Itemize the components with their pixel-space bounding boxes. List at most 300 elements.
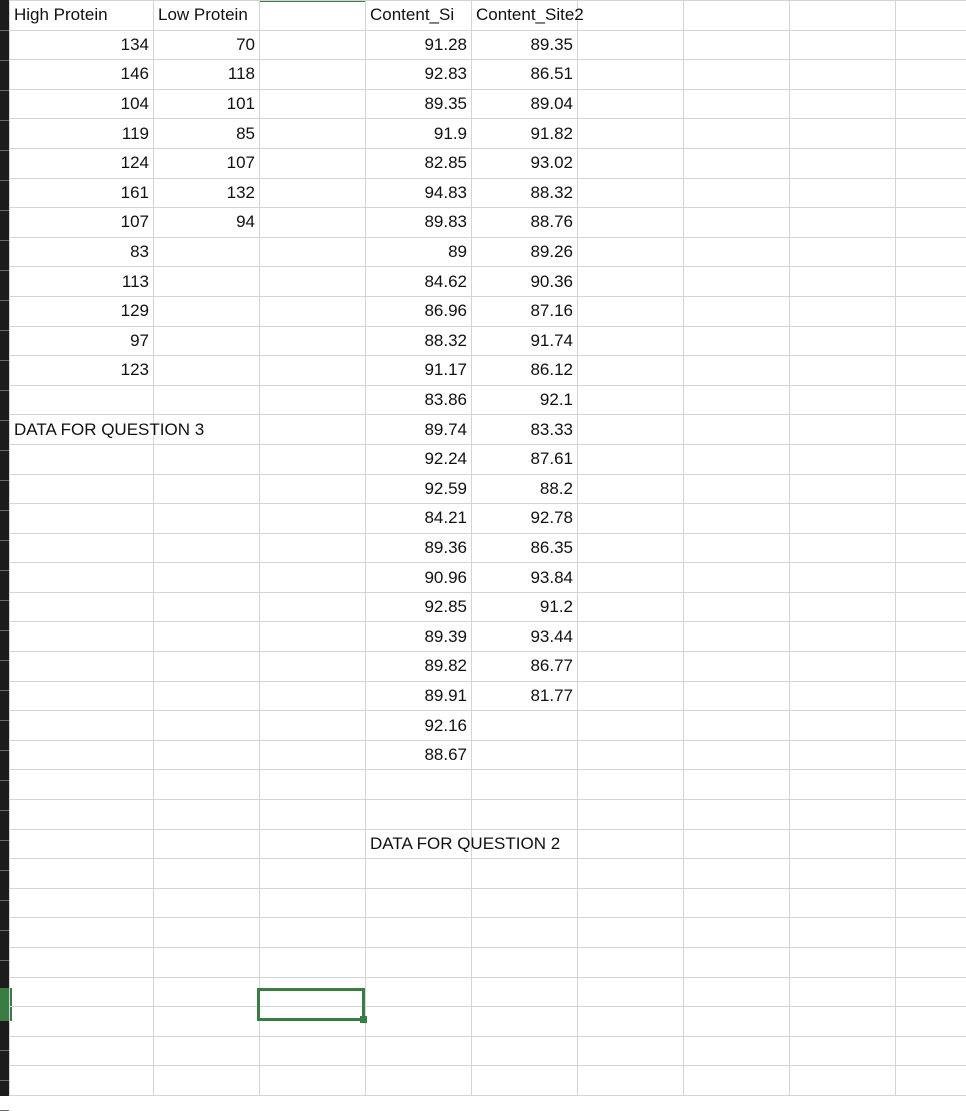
cell[interactable] xyxy=(896,1066,966,1096)
cell[interactable] xyxy=(684,267,790,297)
cell[interactable] xyxy=(154,563,260,593)
cell[interactable]: 83.86 xyxy=(366,385,472,415)
cell[interactable]: 70 xyxy=(154,30,260,60)
cell[interactable] xyxy=(472,918,578,948)
cell[interactable] xyxy=(790,444,896,474)
cell[interactable] xyxy=(790,652,896,682)
cell[interactable]: 91.82 xyxy=(472,119,578,149)
cell[interactable] xyxy=(260,592,366,622)
cell[interactable]: Content_Si xyxy=(366,1,472,31)
cell[interactable] xyxy=(790,1036,896,1066)
cell[interactable]: 88.32 xyxy=(472,178,578,208)
cell[interactable]: 81.77 xyxy=(472,681,578,711)
cell[interactable] xyxy=(684,563,790,593)
cell[interactable]: 107 xyxy=(154,148,260,178)
cell[interactable] xyxy=(154,859,260,889)
cell[interactable] xyxy=(896,859,966,889)
cell[interactable] xyxy=(578,148,684,178)
cell[interactable] xyxy=(790,326,896,356)
cell[interactable]: 91.17 xyxy=(366,356,472,386)
cell[interactable] xyxy=(790,948,896,978)
cell[interactable] xyxy=(472,770,578,800)
cell[interactable] xyxy=(472,740,578,770)
cell[interactable] xyxy=(10,918,154,948)
cell[interactable] xyxy=(578,829,684,859)
cell[interactable] xyxy=(260,30,366,60)
cell[interactable] xyxy=(578,1036,684,1066)
cell[interactable]: 89.74 xyxy=(366,415,472,445)
cell[interactable] xyxy=(790,504,896,534)
cell[interactable] xyxy=(790,385,896,415)
cell[interactable] xyxy=(790,592,896,622)
cell[interactable] xyxy=(10,385,154,415)
cell[interactable] xyxy=(260,415,366,445)
cell[interactable] xyxy=(472,711,578,741)
cell[interactable] xyxy=(896,1007,966,1037)
cell[interactable] xyxy=(154,356,260,386)
cell[interactable]: 86.12 xyxy=(472,356,578,386)
cell[interactable]: 84.21 xyxy=(366,504,472,534)
cell[interactable] xyxy=(896,592,966,622)
cell[interactable]: 89.36 xyxy=(366,533,472,563)
cell[interactable]: 129 xyxy=(10,296,154,326)
cell[interactable] xyxy=(896,326,966,356)
cell[interactable] xyxy=(790,977,896,1007)
cell[interactable] xyxy=(684,888,790,918)
cell[interactable] xyxy=(472,1036,578,1066)
cell[interactable] xyxy=(684,948,790,978)
cell[interactable] xyxy=(260,948,366,978)
cell[interactable] xyxy=(896,770,966,800)
cell[interactable] xyxy=(578,859,684,889)
cell[interactable] xyxy=(10,711,154,741)
cell[interactable]: 83.33 xyxy=(472,415,578,445)
cell[interactable] xyxy=(684,178,790,208)
cell[interactable] xyxy=(260,800,366,830)
cell[interactable] xyxy=(790,60,896,90)
cell[interactable]: 88.32 xyxy=(366,326,472,356)
cell[interactable] xyxy=(154,592,260,622)
cell[interactable]: 113 xyxy=(10,267,154,297)
cell[interactable] xyxy=(260,356,366,386)
cell[interactable] xyxy=(10,652,154,682)
cell[interactable]: 119 xyxy=(10,119,154,149)
cell[interactable] xyxy=(154,237,260,267)
cell[interactable] xyxy=(10,800,154,830)
cell[interactable] xyxy=(896,800,966,830)
cell[interactable]: 90.96 xyxy=(366,563,472,593)
cell[interactable] xyxy=(10,592,154,622)
cell[interactable] xyxy=(684,444,790,474)
cell[interactable] xyxy=(366,918,472,948)
cell[interactable] xyxy=(684,385,790,415)
cell[interactable] xyxy=(578,1007,684,1037)
cell[interactable] xyxy=(684,800,790,830)
cell[interactable] xyxy=(10,948,154,978)
cell[interactable] xyxy=(154,829,260,859)
cell[interactable] xyxy=(684,415,790,445)
cell[interactable] xyxy=(260,1036,366,1066)
cell[interactable] xyxy=(578,888,684,918)
cell[interactable] xyxy=(578,237,684,267)
cell[interactable] xyxy=(578,800,684,830)
cell[interactable] xyxy=(578,563,684,593)
cell[interactable] xyxy=(790,918,896,948)
cell[interactable] xyxy=(10,1066,154,1096)
cell[interactable] xyxy=(154,1066,260,1096)
selected-cell[interactable] xyxy=(257,988,365,1021)
cell[interactable] xyxy=(260,237,366,267)
cell[interactable] xyxy=(260,918,366,948)
cell[interactable] xyxy=(578,296,684,326)
cell[interactable]: 92.24 xyxy=(366,444,472,474)
cell[interactable] xyxy=(578,770,684,800)
cell[interactable] xyxy=(790,178,896,208)
cell[interactable]: 83 xyxy=(10,237,154,267)
cell[interactable] xyxy=(260,178,366,208)
cell[interactable] xyxy=(10,977,154,1007)
cell[interactable] xyxy=(790,770,896,800)
cell[interactable] xyxy=(578,622,684,652)
cell[interactable]: 86.51 xyxy=(472,60,578,90)
cell[interactable] xyxy=(260,474,366,504)
cell[interactable]: 101 xyxy=(154,89,260,119)
cell[interactable] xyxy=(896,1,966,31)
cell[interactable] xyxy=(684,859,790,889)
cell[interactable]: 134 xyxy=(10,30,154,60)
cell[interactable]: 91.74 xyxy=(472,326,578,356)
cell[interactable]: 89.26 xyxy=(472,237,578,267)
cell[interactable] xyxy=(896,237,966,267)
cell[interactable] xyxy=(10,1036,154,1066)
cell[interactable] xyxy=(790,89,896,119)
cell[interactable] xyxy=(896,1036,966,1066)
cell[interactable] xyxy=(472,859,578,889)
cell[interactable]: 93.84 xyxy=(472,563,578,593)
cell[interactable] xyxy=(10,859,154,889)
cell[interactable] xyxy=(472,800,578,830)
cell[interactable]: 91.9 xyxy=(366,119,472,149)
cell[interactable] xyxy=(790,1,896,31)
cell[interactable] xyxy=(578,1,684,31)
cell[interactable] xyxy=(366,770,472,800)
cell[interactable]: Low Protein xyxy=(154,1,260,31)
cell[interactable]: 86.77 xyxy=(472,652,578,682)
cell[interactable] xyxy=(684,237,790,267)
cell[interactable] xyxy=(896,563,966,593)
cell[interactable] xyxy=(154,504,260,534)
cell[interactable]: 89.35 xyxy=(472,30,578,60)
cell[interactable] xyxy=(260,859,366,889)
cell[interactable]: 104 xyxy=(10,89,154,119)
cell[interactable] xyxy=(896,977,966,1007)
cell[interactable] xyxy=(684,770,790,800)
cell[interactable]: 132 xyxy=(154,178,260,208)
cell[interactable] xyxy=(578,444,684,474)
cell[interactable] xyxy=(260,681,366,711)
cell[interactable]: DATA FOR QUESTION 2 xyxy=(366,829,472,859)
cell[interactable] xyxy=(790,800,896,830)
cell[interactable] xyxy=(684,1,790,31)
cell[interactable]: 82.85 xyxy=(366,148,472,178)
cell[interactable] xyxy=(896,356,966,386)
cell[interactable] xyxy=(790,356,896,386)
cell[interactable]: 88.2 xyxy=(472,474,578,504)
cell[interactable] xyxy=(366,1007,472,1037)
cell[interactable] xyxy=(790,1007,896,1037)
cell[interactable] xyxy=(790,1066,896,1096)
cell[interactable] xyxy=(896,652,966,682)
cell[interactable] xyxy=(684,30,790,60)
cell[interactable] xyxy=(472,948,578,978)
cell[interactable] xyxy=(790,888,896,918)
cell[interactable] xyxy=(578,652,684,682)
cell[interactable] xyxy=(578,119,684,149)
cell[interactable] xyxy=(260,622,366,652)
fill-handle[interactable] xyxy=(360,1016,367,1023)
cell[interactable] xyxy=(896,415,966,445)
cell[interactable] xyxy=(578,504,684,534)
cell[interactable] xyxy=(684,119,790,149)
cell[interactable] xyxy=(366,800,472,830)
cell[interactable] xyxy=(260,770,366,800)
cell[interactable] xyxy=(366,948,472,978)
cell[interactable] xyxy=(154,1036,260,1066)
cell[interactable] xyxy=(578,1066,684,1096)
cell[interactable] xyxy=(684,622,790,652)
cell[interactable] xyxy=(684,681,790,711)
cell[interactable] xyxy=(684,1066,790,1096)
cell[interactable] xyxy=(896,267,966,297)
row-header-strip[interactable] xyxy=(0,0,9,1096)
cell[interactable] xyxy=(896,948,966,978)
cell[interactable] xyxy=(896,711,966,741)
cell[interactable] xyxy=(790,267,896,297)
cell[interactable] xyxy=(896,533,966,563)
cell[interactable]: 92.59 xyxy=(366,474,472,504)
cell[interactable] xyxy=(896,178,966,208)
cell[interactable] xyxy=(896,504,966,534)
cell[interactable] xyxy=(154,711,260,741)
cell[interactable] xyxy=(260,1066,366,1096)
cell[interactable]: 92.1 xyxy=(472,385,578,415)
cell[interactable] xyxy=(578,89,684,119)
cell[interactable] xyxy=(154,385,260,415)
cell[interactable]: 97 xyxy=(10,326,154,356)
cell[interactable] xyxy=(896,30,966,60)
cell[interactable] xyxy=(260,89,366,119)
cell[interactable] xyxy=(260,711,366,741)
cell[interactable] xyxy=(684,711,790,741)
cell[interactable]: 92.85 xyxy=(366,592,472,622)
cell[interactable] xyxy=(260,267,366,297)
cell[interactable] xyxy=(896,296,966,326)
cell[interactable] xyxy=(896,208,966,238)
cell[interactable] xyxy=(154,918,260,948)
cell[interactable] xyxy=(472,1066,578,1096)
cell[interactable] xyxy=(578,178,684,208)
cell[interactable] xyxy=(684,652,790,682)
cell[interactable] xyxy=(578,326,684,356)
cell[interactable]: 89.04 xyxy=(472,89,578,119)
cell[interactable] xyxy=(578,474,684,504)
cell[interactable] xyxy=(154,296,260,326)
cell[interactable] xyxy=(896,888,966,918)
cell[interactable] xyxy=(260,208,366,238)
cell[interactable]: 88.67 xyxy=(366,740,472,770)
cell[interactable] xyxy=(578,948,684,978)
cell[interactable] xyxy=(578,740,684,770)
cell[interactable] xyxy=(896,474,966,504)
cell[interactable] xyxy=(896,385,966,415)
cell[interactable] xyxy=(578,415,684,445)
cell[interactable] xyxy=(896,918,966,948)
cell[interactable] xyxy=(684,977,790,1007)
cell[interactable] xyxy=(684,474,790,504)
cell[interactable] xyxy=(578,918,684,948)
cell[interactable] xyxy=(790,681,896,711)
cell[interactable] xyxy=(790,533,896,563)
cell[interactable] xyxy=(684,533,790,563)
cell[interactable]: 90.36 xyxy=(472,267,578,297)
cell[interactable] xyxy=(154,444,260,474)
cell[interactable]: 93.02 xyxy=(472,148,578,178)
cell[interactable] xyxy=(260,829,366,859)
cell[interactable]: 118 xyxy=(154,60,260,90)
cell[interactable] xyxy=(790,208,896,238)
cell[interactable] xyxy=(366,859,472,889)
cell[interactable] xyxy=(260,888,366,918)
cell[interactable]: 92.78 xyxy=(472,504,578,534)
cell[interactable]: 91.28 xyxy=(366,30,472,60)
cell[interactable] xyxy=(684,89,790,119)
cell[interactable] xyxy=(260,1,366,31)
cell[interactable] xyxy=(578,60,684,90)
cell[interactable]: 107 xyxy=(10,208,154,238)
cell[interactable] xyxy=(366,977,472,1007)
cell[interactable] xyxy=(10,829,154,859)
cell[interactable]: 88.76 xyxy=(472,208,578,238)
cell[interactable] xyxy=(154,740,260,770)
cell[interactable] xyxy=(896,89,966,119)
cell[interactable] xyxy=(790,119,896,149)
cell[interactable] xyxy=(578,533,684,563)
cell[interactable]: 124 xyxy=(10,148,154,178)
cell[interactable] xyxy=(790,740,896,770)
cell[interactable] xyxy=(366,1036,472,1066)
cell[interactable]: 94.83 xyxy=(366,178,472,208)
cell[interactable] xyxy=(260,563,366,593)
cell[interactable]: 146 xyxy=(10,60,154,90)
cell[interactable] xyxy=(154,1007,260,1037)
cell[interactable]: DATA FOR QUESTION 3 xyxy=(10,415,154,445)
cell[interactable] xyxy=(896,119,966,149)
cell[interactable] xyxy=(10,563,154,593)
cell[interactable] xyxy=(790,148,896,178)
cell[interactable]: 123 xyxy=(10,356,154,386)
cell[interactable] xyxy=(10,888,154,918)
cell[interactable] xyxy=(260,119,366,149)
cell[interactable] xyxy=(154,681,260,711)
cell[interactable]: 87.16 xyxy=(472,296,578,326)
cell[interactable] xyxy=(896,681,966,711)
cell[interactable] xyxy=(790,859,896,889)
cell[interactable]: 89.91 xyxy=(366,681,472,711)
cell[interactable] xyxy=(578,592,684,622)
cell[interactable] xyxy=(896,60,966,90)
cell[interactable] xyxy=(684,148,790,178)
cell[interactable] xyxy=(260,148,366,178)
cell[interactable] xyxy=(10,504,154,534)
cell[interactable]: 86.96 xyxy=(366,296,472,326)
cell[interactable]: 92.16 xyxy=(366,711,472,741)
cell[interactable] xyxy=(154,977,260,1007)
cell[interactable] xyxy=(684,1036,790,1066)
cell[interactable] xyxy=(260,652,366,682)
cell[interactable]: 161 xyxy=(10,178,154,208)
cell[interactable]: 87.61 xyxy=(472,444,578,474)
cell[interactable] xyxy=(260,326,366,356)
cell[interactable] xyxy=(472,1007,578,1037)
cell[interactable] xyxy=(154,326,260,356)
cell[interactable] xyxy=(260,444,366,474)
cell[interactable] xyxy=(684,740,790,770)
cell[interactable] xyxy=(684,208,790,238)
cell[interactable]: Content_Site2 xyxy=(472,1,578,31)
cell[interactable] xyxy=(10,740,154,770)
cell[interactable] xyxy=(260,533,366,563)
cell[interactable] xyxy=(260,60,366,90)
cell[interactable] xyxy=(154,474,260,504)
cell[interactable] xyxy=(154,652,260,682)
cell[interactable] xyxy=(790,829,896,859)
cell[interactable] xyxy=(366,1066,472,1096)
cell[interactable] xyxy=(10,444,154,474)
cell[interactable] xyxy=(578,208,684,238)
cell[interactable]: 85 xyxy=(154,119,260,149)
cell[interactable] xyxy=(790,237,896,267)
cell[interactable] xyxy=(684,1007,790,1037)
cell[interactable]: 93.44 xyxy=(472,622,578,652)
cell[interactable] xyxy=(790,622,896,652)
cell[interactable] xyxy=(896,444,966,474)
cell[interactable] xyxy=(790,563,896,593)
cell[interactable] xyxy=(684,356,790,386)
cell[interactable] xyxy=(896,148,966,178)
cell[interactable] xyxy=(10,622,154,652)
cell[interactable] xyxy=(684,60,790,90)
cell[interactable]: 89.35 xyxy=(366,89,472,119)
cell[interactable] xyxy=(154,533,260,563)
cell[interactable] xyxy=(578,30,684,60)
cell[interactable] xyxy=(790,711,896,741)
cell[interactable] xyxy=(684,296,790,326)
cell[interactable]: 94 xyxy=(154,208,260,238)
cell[interactable]: 89.82 xyxy=(366,652,472,682)
cell[interactable] xyxy=(260,740,366,770)
cell[interactable] xyxy=(260,296,366,326)
cell[interactable] xyxy=(896,740,966,770)
cell[interactable] xyxy=(10,533,154,563)
cell[interactable] xyxy=(684,918,790,948)
cell[interactable] xyxy=(578,681,684,711)
cell[interactable] xyxy=(10,1007,154,1037)
cell[interactable] xyxy=(684,592,790,622)
cell[interactable] xyxy=(578,267,684,297)
cell[interactable] xyxy=(790,296,896,326)
cell[interactable]: 91.2 xyxy=(472,592,578,622)
cell[interactable]: 92.83 xyxy=(366,60,472,90)
